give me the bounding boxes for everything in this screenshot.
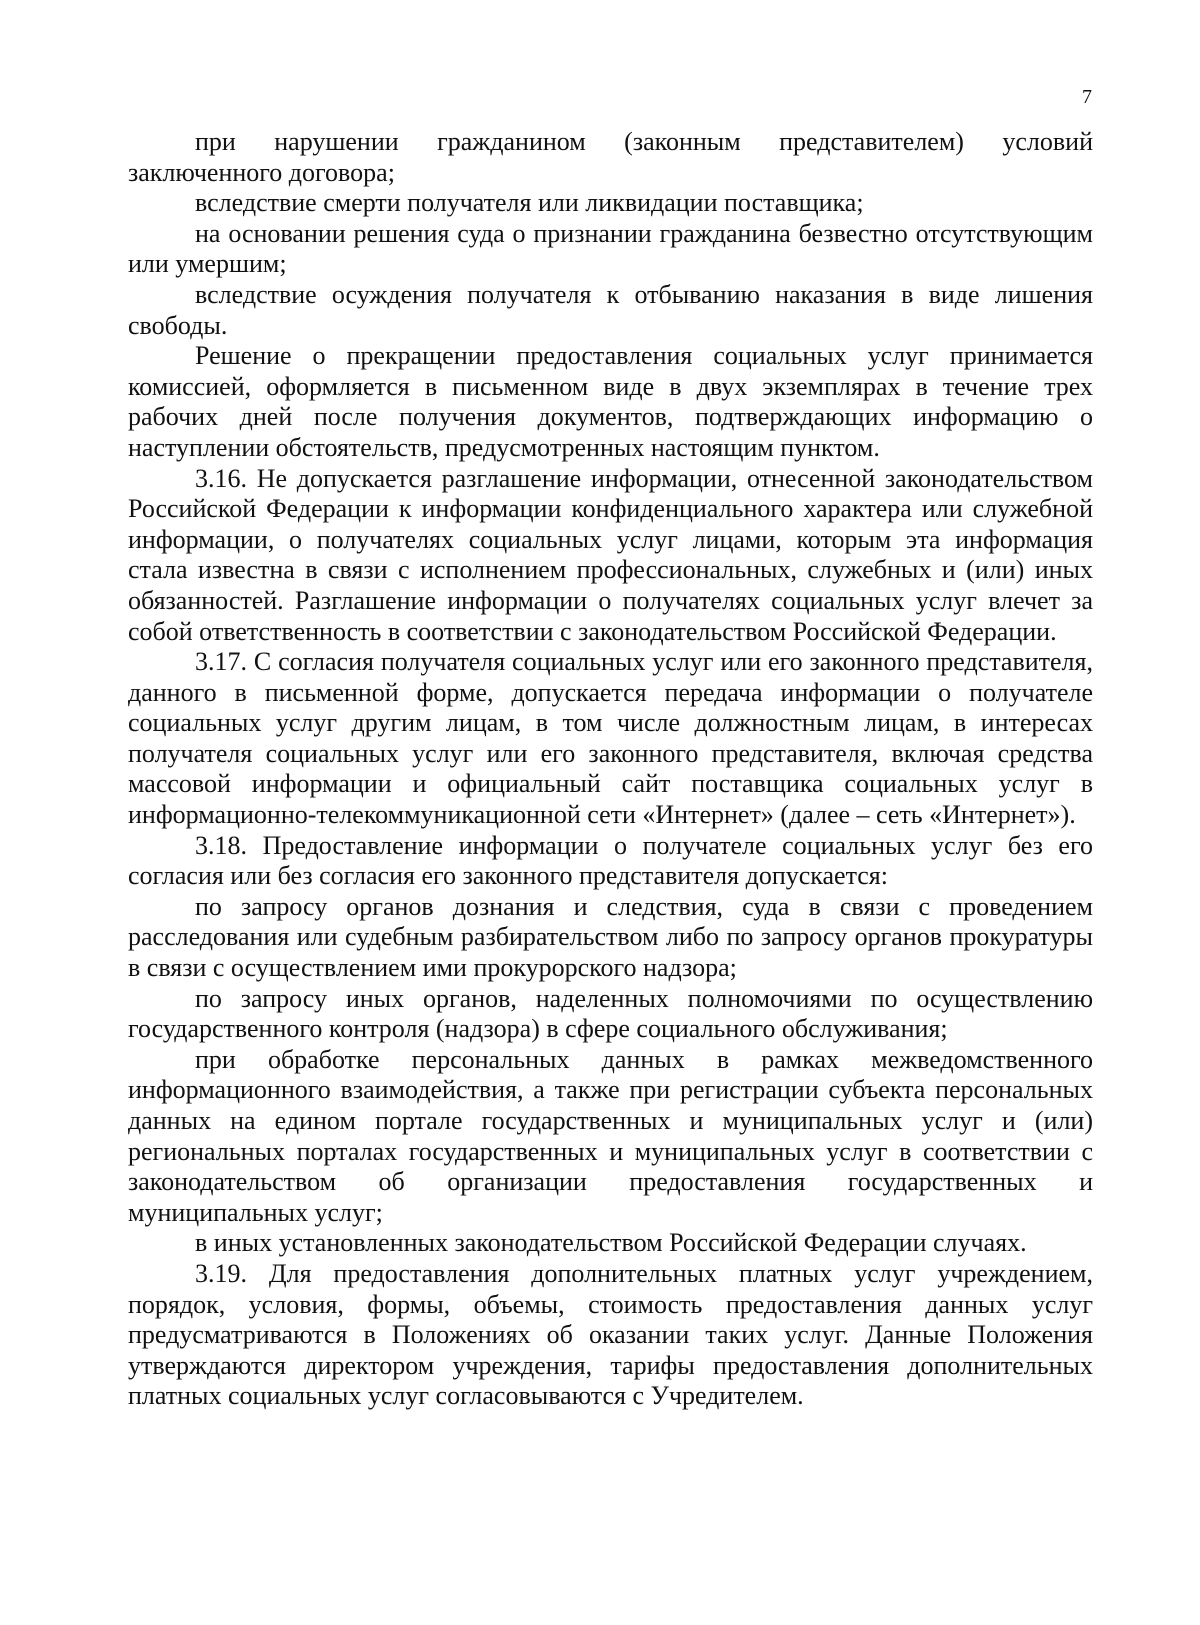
- paragraph: при обработке персональных данных в рамках межведомственного информационного взаимодействия, а также при регистрации субъекта персональных данных на едином портале государственных и муниципальных услуг и (или) региональных порталах государственных и муниципальных услуг в соответствии с законодательством об организации предоставления государственных и муниципальных услуг;: [128, 1044, 1093, 1227]
- paragraph-3-18: 3.18. Предоставление информации о получателе социальных услуг без его согласия или без согласия его законного представителя допускается:: [128, 830, 1093, 891]
- paragraph: по запросу иных органов, наделенных полномочиями по осуществлению государственного контроля (надзора) в сфере социального обслуживания;: [128, 983, 1093, 1044]
- paragraph: в иных установленных законодательством Российской Федерации случаях.: [195, 1228, 1027, 1258]
- page-number: 7: [1082, 86, 1092, 108]
- paragraph: вследствие осуждения получателя к отбыванию наказания в виде лишения свободы.: [128, 279, 1093, 340]
- document-body: [128, 127, 1093, 1412]
- paragraph: на основании решения суда о признании гражданина безвестно отсутствующим или умершим;: [128, 218, 1093, 279]
- paragraph-3-17: 3.17. С согласия получателя социальных услуг или его законного представителя, данного в письменной форме, допускается передача информации о получателе социальных услуг другим лицам, в том числе должностным лицам, в интересах получателя социальных услуг или его законного представителя, включая средства массовой информации и официальный сайт поставщика социальных услуг в информационно-телекоммуникационной сети «Интернет» (далее – сеть «Интернет»).: [128, 647, 1093, 830]
- paragraph: по запросу органов дознания и следствия, суда в связи с проведением расследования или судебным разбирательством либо по запросу органов прокуратуры в связи с осуществлением ими прокурорского надзора;: [128, 891, 1093, 983]
- paragraph-3-16: 3.16. Не допускается разглашение информации, отнесенной законодательством Российской Федерации к информации конфиденциального характера или служебной информации, о получателях социальных услуг лицами, которым эта информация стала известна в связи с исполнением профессиональных, служебных и (или) иных обязанностей. Разглашение информации о получателях социальных услуг влечет за собой ответственность в соответствии с законодательством Российской Федерации.: [128, 463, 1093, 646]
- paragraph: Решение о прекращении предоставления социальных услуг принимается комиссией, оформляется в письменном виде в двух экземплярах в течение трех рабочих дней после получения документов, подтверждающих информацию о наступлении обстоятельств, предусмотренных настоящим пунктом.: [128, 341, 1093, 462]
- paragraph: вследствие смерти получателя или ликвидации поставщика;: [195, 188, 864, 218]
- paragraph: при нарушении гражданином (законным представителем) условий заключенного договора;: [128, 127, 1093, 187]
- paragraph-3-19: 3.19. Для предоставления дополнительных платных услуг учреждением, порядок, условия, формы, объемы, стоимость предоставления данных услуг предусматриваются в Положениях об оказании таких услуг. Данные Положения утверждаются директором учреждения, тарифы предоставления дополнительных платных социальных услуг согласовываются с Учредителем.: [128, 1258, 1093, 1411]
